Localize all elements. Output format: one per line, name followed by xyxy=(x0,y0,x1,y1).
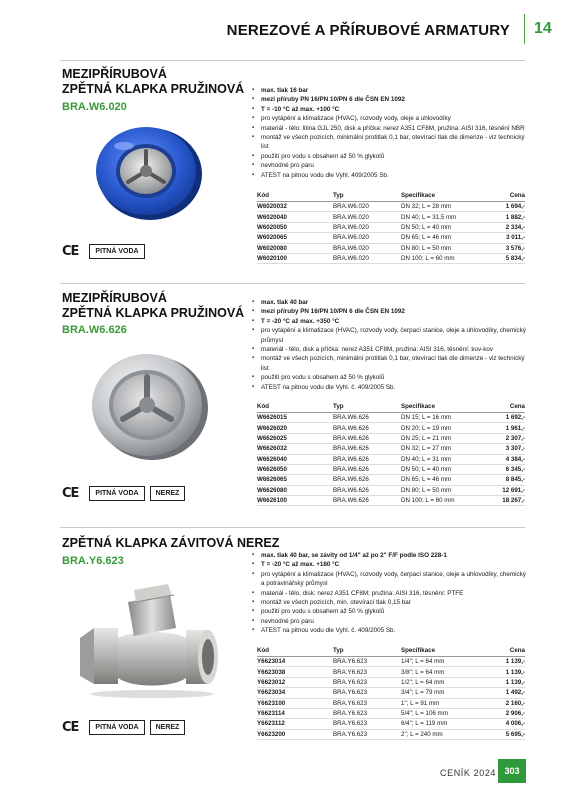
ce-mark-icon: CE xyxy=(62,486,79,501)
cell-typ: BRA.W6.020 xyxy=(333,202,401,212)
cell-cena: 1 692,- xyxy=(483,413,525,423)
cell-cena: 5 834,- xyxy=(483,253,525,263)
cell-spec: 5/4"; L = 106 mm xyxy=(401,708,483,718)
cell-cena: 6 345,- xyxy=(483,464,525,474)
product-title-line2: ZPĚTNÁ KLAPKA PRUŽINOVÁ xyxy=(62,306,245,320)
cell-typ: BRA.Y6.623 xyxy=(333,698,401,708)
page-header xyxy=(0,0,566,50)
cell-spec: 2"; L = 240 mm xyxy=(401,729,483,739)
spec-item: ▪ ATEST na pitnou vodu dle Vyhl. č. 409/2005 Sb. xyxy=(252,383,527,392)
spec-item: ▪ T = -10 °C až max. +100 °C xyxy=(252,105,527,114)
cell-kod: W6626040 xyxy=(257,454,333,464)
cell-kod: Y6623100 xyxy=(257,698,333,708)
spec-item: ▪ pro vytápění a klimatizace (HVAC), rozvody vody, oleje a uhlovodíky xyxy=(252,114,527,123)
ce-mark-icon: CE xyxy=(62,720,79,735)
cell-typ: BRA.W6.626 xyxy=(333,464,401,474)
cell-spec: DN 32; L = 28 mm xyxy=(401,202,483,212)
cell-kod: W6626020 xyxy=(257,423,333,433)
table-row xyxy=(257,688,525,698)
price-table-header xyxy=(257,402,525,413)
table-row xyxy=(257,444,525,454)
cell-typ: BRA.Y6.623 xyxy=(333,719,401,729)
cell-cena: 3 576,- xyxy=(483,243,525,253)
product-title xyxy=(62,536,279,551)
cell-cena: 8 845,- xyxy=(483,475,525,485)
spec-item: ▪ montáž ve všech pozicích, minimální protitlak 0,1 bar, otevírací tlak dle dimenze - viz technický list xyxy=(252,133,527,152)
spec-item: ▪ použití pro vodu s obsahem až 50 % glykolů xyxy=(252,607,527,616)
table-row xyxy=(257,729,525,739)
section-divider xyxy=(60,527,525,528)
cell-spec: DN 80; L = 50 mm xyxy=(401,243,483,253)
cell-kod: Y6623112 xyxy=(257,719,333,729)
col-spec: Specifikace xyxy=(401,191,483,202)
chapter-number: 14 xyxy=(534,20,552,37)
cell-cena: 4 006,- xyxy=(483,719,525,729)
cell-spec: DN 50; L = 40 mm xyxy=(401,222,483,232)
cell-cena: 3 011,- xyxy=(483,233,525,243)
col-kod: Kód xyxy=(257,191,333,202)
header-divider xyxy=(524,14,525,44)
cell-spec: 1"; L = 91 mm xyxy=(401,698,483,708)
cell-kod: W6626100 xyxy=(257,496,333,506)
cell-cena: 2 307,- xyxy=(483,433,525,443)
product-title-line1: MEZIPŘÍRUBOVÁ xyxy=(62,67,167,81)
cell-spec: DN 100; L = 60 mm xyxy=(401,496,483,506)
cell-kod: Y6623038 xyxy=(257,667,333,677)
cell-kod: Y6623114 xyxy=(257,708,333,718)
cell-spec: 3/4"; L = 79 mm xyxy=(401,688,483,698)
cell-cena: 12 691,- xyxy=(483,485,525,495)
cell-typ: BRA.W6.020 xyxy=(333,222,401,232)
cell-typ: BRA.W6.626 xyxy=(333,444,401,454)
cell-typ: BRA.W6.626 xyxy=(333,475,401,485)
cell-kod: W6626065 xyxy=(257,475,333,485)
spec-item: ▪ T = -20 °C až max. +350 °C xyxy=(252,317,527,326)
spec-item: ▪ montáž ve všech pozicích, minimální protitlak 0,1 bar, otevírací tlak dle dimenze - viz technický list xyxy=(252,354,527,373)
certification-badges xyxy=(62,720,185,735)
threaded-check-valve-image xyxy=(72,580,232,700)
cell-kod: W6020065 xyxy=(257,233,333,243)
badge-nerez: NEREZ xyxy=(150,720,186,735)
table-row xyxy=(257,222,525,232)
spec-list xyxy=(252,298,527,392)
cell-typ: BRA.Y6.623 xyxy=(333,667,401,677)
cell-spec: 6/4"; L = 119 mm xyxy=(401,719,483,729)
badge-pitna-voda: PITNÁ VODA xyxy=(89,244,144,259)
cell-typ: BRA.W6.020 xyxy=(333,233,401,243)
spec-item: ▪ mezi příruby PN 16/PN 10/PN 6 dle ČSN EN 1092 xyxy=(252,307,527,316)
product-title-line1: MEZIPŘÍRUBOVÁ xyxy=(62,291,167,305)
cell-kod: W6020080 xyxy=(257,243,333,253)
section-divider xyxy=(60,283,525,284)
product-code: BRA.W6.626 xyxy=(62,324,127,336)
badge-pitna-voda: PITNÁ VODA xyxy=(89,720,144,735)
table-row xyxy=(257,496,525,506)
cell-kod: Y6623034 xyxy=(257,688,333,698)
wafer-check-valve-blue-image xyxy=(84,118,214,228)
table-row xyxy=(257,464,525,474)
spec-item: ▪ použití pro vodu s obsahem až 50 % glykolů xyxy=(252,373,527,382)
cell-kod: Y6623012 xyxy=(257,677,333,687)
price-table xyxy=(257,402,525,506)
spec-item: ▪ ATEST na pitnou vodu dle Vyhl. č. 409/2005 Sb. xyxy=(252,626,527,635)
price-table-header xyxy=(257,191,525,202)
spec-item: ▪ pro vytápění a klimatizace (HVAC), rozvody vody, čerpací stanice, oleje a uhlovodíky, chemický průmysl xyxy=(252,326,527,345)
product-title xyxy=(62,291,244,321)
col-cena: Cena xyxy=(483,646,525,657)
spec-item: ▪ max. tlak 40 bar, se závity od 1/4" až po 2" F/F podle ISO 228-1 xyxy=(252,551,527,560)
table-row xyxy=(257,657,525,667)
col-typ: Typ xyxy=(333,646,401,657)
cell-kod: W6020040 xyxy=(257,212,333,222)
col-cena: Cena xyxy=(483,191,525,202)
cell-spec: 1/4"; L = 64 mm xyxy=(401,657,483,667)
footer-catalog-label: CENÍK 2024 xyxy=(440,768,497,778)
table-row xyxy=(257,233,525,243)
cell-spec: DN 100; L = 60 mm xyxy=(401,253,483,263)
spec-item: ▪ pro vytápění a klimatizace (HVAC), rozvody vody, čerpací stanice, oleje a uhlovodíky, chemický a potravinářský průmysl xyxy=(252,570,527,589)
cell-typ: BRA.W6.626 xyxy=(333,485,401,495)
table-row xyxy=(257,719,525,729)
spec-item: ▪ materiál - tělo: litina GJL 250, disk a příčka: nerez A351 CF8M, pružina: AISI 316, těsnění NBR xyxy=(252,124,527,133)
badge-pitna-voda: PITNÁ VODA xyxy=(89,486,144,501)
cell-typ: BRA.Y6.623 xyxy=(333,708,401,718)
cell-spec: DN 32; L = 27 mm xyxy=(401,444,483,454)
cell-cena: 1 139,- xyxy=(483,677,525,687)
cell-kod: W6626015 xyxy=(257,413,333,423)
spec-item: ▪ nevhodné pro páru xyxy=(252,161,527,170)
cell-cena: 2 334,- xyxy=(483,222,525,232)
section-divider xyxy=(60,60,525,61)
cell-kod: W6626025 xyxy=(257,433,333,443)
badge-nerez: NEREZ xyxy=(150,486,186,501)
spec-item: ▪ mezi příruby PN 16/PN 10/PN 6 dle ČSN EN 1092 xyxy=(252,95,527,104)
cell-spec: DN 65; L = 46 mm xyxy=(401,475,483,485)
cell-cena: 3 307,- xyxy=(483,444,525,454)
spec-list xyxy=(252,551,527,636)
cell-kod: Y6623014 xyxy=(257,657,333,667)
spec-item: ▪ max. tlak 16 bar xyxy=(252,86,527,95)
cell-spec: DN 15; L = 16 mm xyxy=(401,413,483,423)
cell-typ: BRA.Y6.623 xyxy=(333,677,401,687)
cell-typ: BRA.W6.626 xyxy=(333,433,401,443)
product-title-line2: ZPĚTNÁ KLAPKA PRUŽINOVÁ xyxy=(62,82,245,96)
table-row xyxy=(257,485,525,495)
col-spec: Specifikace xyxy=(401,646,483,657)
table-row xyxy=(257,433,525,443)
cell-cena: 1 694,- xyxy=(483,202,525,212)
certification-badges xyxy=(62,486,185,501)
cell-spec: DN 20; L = 19 mm xyxy=(401,423,483,433)
table-row xyxy=(257,667,525,677)
cell-cena: 5 695,- xyxy=(483,729,525,739)
table-row xyxy=(257,475,525,485)
spec-item: ▪ ATEST na pitnou vodu dle Vyhl. 409/2005 Sb. xyxy=(252,171,527,180)
spec-item: ▪ T = -20 °C až max. +180 °C xyxy=(252,560,527,569)
chapter-title: NEREZOVÉ A PŘÍRUBOVÉ ARMATURY xyxy=(226,22,510,39)
cell-typ: BRA.W6.626 xyxy=(333,423,401,433)
product-title-line1: ZPĚTNÁ KLAPKA ZÁVITOVÁ NEREZ xyxy=(62,536,280,550)
table-row xyxy=(257,202,525,212)
cell-cena: 2 906,- xyxy=(483,708,525,718)
table-row xyxy=(257,253,525,263)
cell-typ: BRA.W6.626 xyxy=(333,413,401,423)
price-table xyxy=(257,191,525,264)
cell-cena: 2 160,- xyxy=(483,698,525,708)
product-title xyxy=(62,67,244,97)
cell-kod: Y6623200 xyxy=(257,729,333,739)
price-table xyxy=(257,646,525,740)
product-code: BRA.W6.020 xyxy=(62,101,127,113)
cell-kod: W6020100 xyxy=(257,253,333,263)
col-kod: Kód xyxy=(257,402,333,413)
table-row xyxy=(257,708,525,718)
cell-cena: 1 492,- xyxy=(483,688,525,698)
spec-item: ▪ montáž ve všech pozicích, min. otevírací tlak 0,15 bar xyxy=(252,598,527,607)
cell-typ: BRA.W6.626 xyxy=(333,454,401,464)
table-row xyxy=(257,423,525,433)
table-row xyxy=(257,212,525,222)
footer-page-number: 303 xyxy=(498,759,526,783)
cell-spec: DN 50; L = 40 mm xyxy=(401,464,483,474)
cell-spec: DN 25; L = 21 mm xyxy=(401,433,483,443)
cell-kod: W6626050 xyxy=(257,464,333,474)
cell-typ: BRA.W6.020 xyxy=(333,212,401,222)
cell-spec: 3/8"; L = 64 mm xyxy=(401,667,483,677)
wafer-check-valve-steel-image xyxy=(84,348,214,466)
cell-spec: DN 40; L = 31,5 mm xyxy=(401,212,483,222)
table-row xyxy=(257,243,525,253)
cell-cena: 4 384,- xyxy=(483,454,525,464)
product-code: BRA.Y6.623 xyxy=(62,555,124,567)
cell-typ: BRA.W6.020 xyxy=(333,253,401,263)
col-typ: Typ xyxy=(333,402,401,413)
cell-spec: DN 80; L = 50 mm xyxy=(401,485,483,495)
col-kod: Kód xyxy=(257,646,333,657)
cell-spec: 1/2"; L = 64 mm xyxy=(401,677,483,687)
cell-cena: 18 267,- xyxy=(483,496,525,506)
table-row xyxy=(257,677,525,687)
cell-spec: DN 65; L = 46 mm xyxy=(401,233,483,243)
spec-item: ▪ použití pro vodu s obsahem až 50 % glykolů xyxy=(252,152,527,161)
cell-kod: W6626080 xyxy=(257,485,333,495)
spec-list xyxy=(252,86,527,180)
spec-item: ▪ materiál - tělo, disk a příčka: nerez A351 CF8M, pružina: AISI 316, těsnění: kov-kov xyxy=(252,345,527,354)
cell-cena: 1 139,- xyxy=(483,667,525,677)
table-row xyxy=(257,698,525,708)
certification-badges xyxy=(62,244,145,259)
table-row xyxy=(257,413,525,423)
cell-kod: W6020050 xyxy=(257,222,333,232)
cell-kod: W6020032 xyxy=(257,202,333,212)
spec-item: ▪ nevhodné pro páru xyxy=(252,617,527,626)
cell-kod: W6626032 xyxy=(257,444,333,454)
cell-typ: BRA.Y6.623 xyxy=(333,657,401,667)
cell-cena: 1 882,- xyxy=(483,212,525,222)
ce-mark-icon: CE xyxy=(62,244,79,259)
cell-typ: BRA.Y6.623 xyxy=(333,729,401,739)
cell-typ: BRA.W6.626 xyxy=(333,496,401,506)
price-table-header xyxy=(257,646,525,657)
col-spec: Specifikace xyxy=(401,402,483,413)
spec-item: ▪ max. tlak 40 bar xyxy=(252,298,527,307)
cell-typ: BRA.Y6.623 xyxy=(333,688,401,698)
col-typ: Typ xyxy=(333,191,401,202)
spec-item: ▪ materiál - tělo, disk: nerez A351 CF8M; pružina: AISI 316, těsnění: PTFE xyxy=(252,589,527,598)
table-row xyxy=(257,454,525,464)
cell-spec: DN 40; L = 31 mm xyxy=(401,454,483,464)
col-cena: Cena xyxy=(483,402,525,413)
cell-typ: BRA.W6.020 xyxy=(333,243,401,253)
cell-cena: 1 139,- xyxy=(483,657,525,667)
cell-cena: 1 961,- xyxy=(483,423,525,433)
